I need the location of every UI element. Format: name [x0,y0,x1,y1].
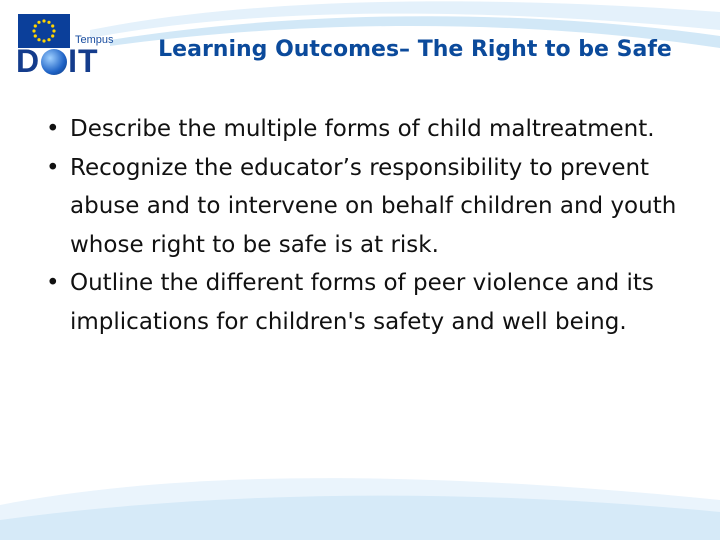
list-item-text: Outline the different forms of peer violence and its implications for children's safety and well being. [70,270,654,335]
list-item-text: Describe the multiple forms of child maltreatment. [70,116,655,142]
bullet-icon: • [46,154,60,181]
doit-wordmark-end: IT [68,43,99,79]
list-item [46,149,686,265]
list-item-text: Recognize the educator’s responsibility to prevent abuse and to intervene on behalf children and youth whose right to be safe is at risk. [70,154,677,258]
slide-title: Learning Outcomes– The Right to be Safe [158,37,672,62]
doit-wordmark-start: D [16,43,41,79]
list-item [46,264,686,341]
list-item [46,110,686,149]
bullet-icon: • [46,270,60,296]
globe-icon [41,49,67,75]
learning-outcomes-list [46,110,686,341]
doit-tempus-logo [14,12,114,78]
tempus-label: Tempus [75,34,114,46]
doit-wordmark [16,45,99,77]
bullet-icon: • [46,116,60,142]
